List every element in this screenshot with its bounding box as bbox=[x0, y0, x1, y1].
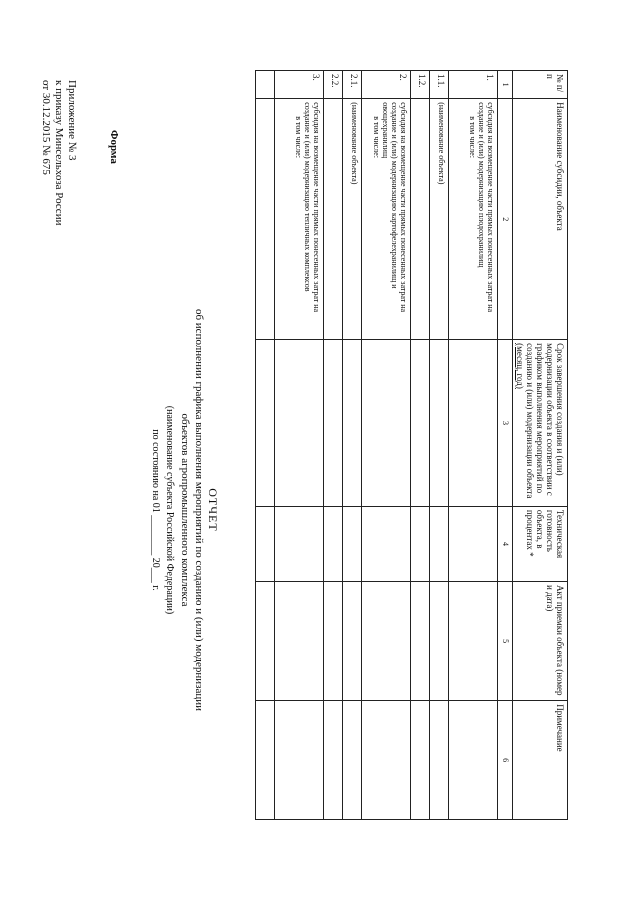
row-name bbox=[324, 99, 343, 340]
index-cell: 2 bbox=[498, 99, 513, 340]
row-name bbox=[256, 99, 275, 340]
header-name: Наименование субсидии, объекта bbox=[513, 99, 568, 340]
row-sub-text: в том числе: bbox=[372, 116, 381, 158]
table-row bbox=[362, 71, 411, 820]
report-subtitle: об исполнении графика выполнения мероприятий по созданию и (или) модернизации объектов агропромышленного комплекса bbox=[179, 308, 205, 712]
table-row bbox=[411, 71, 430, 820]
table-row bbox=[275, 71, 324, 820]
table-row bbox=[256, 71, 275, 820]
row-name-text: субсидия на возмещение части прямых понесенных затрат на создание и (или) модернизацию картофелехранилищ и овощехранилищ bbox=[381, 102, 408, 313]
appendix-line-2: к приказу Минсельхоза России bbox=[53, 80, 65, 226]
report-title: ОТЧЕТ bbox=[206, 488, 220, 532]
header-deadline bbox=[513, 340, 568, 507]
index-cell: 5 bbox=[498, 581, 513, 700]
table-row bbox=[324, 71, 343, 820]
index-cell: 3 bbox=[498, 340, 513, 507]
row-name bbox=[411, 99, 430, 340]
row-name: (наименование объекта) bbox=[430, 99, 449, 340]
row-num: 2.1. bbox=[343, 71, 362, 99]
row-sub-text: в том числе: bbox=[468, 116, 477, 158]
row-num: 1.1. bbox=[430, 71, 449, 99]
row-num: 1.2. bbox=[411, 71, 430, 99]
header-deadline-text: Срок завершения создания и (или) модернизации объекта в соответствии с графиком выполнения мероприятий по созданию и (или) модернизации объекта bbox=[525, 343, 565, 499]
form-label: Форма bbox=[108, 130, 120, 164]
header-readiness: Техническая готовность объекта, в процентах * bbox=[513, 506, 568, 581]
subject-placeholder: (наименование субъекта Российской Федерации) bbox=[164, 405, 175, 615]
row-num: 3. bbox=[275, 71, 324, 99]
index-row bbox=[498, 71, 513, 820]
index-cell: 6 bbox=[498, 701, 513, 820]
row-num bbox=[256, 71, 275, 99]
row-name bbox=[362, 99, 411, 340]
header-act: Акт приемки объекта (номер и дата) bbox=[513, 581, 568, 700]
row-sub-text: в том числе: bbox=[294, 116, 303, 158]
row-name: (наименование объекта) bbox=[343, 99, 362, 340]
row-name bbox=[275, 99, 324, 340]
table-row bbox=[430, 71, 449, 820]
header-num: № п/п bbox=[513, 71, 568, 99]
table-row bbox=[449, 71, 498, 820]
row-num: 1. bbox=[449, 71, 498, 99]
appendix-line-1: Приложение № 3 bbox=[66, 80, 78, 161]
table-row bbox=[343, 71, 362, 820]
header-note: Примечание bbox=[513, 701, 568, 820]
report-table bbox=[255, 70, 568, 820]
row-num: 2. bbox=[362, 71, 411, 99]
row-num: 2.2. bbox=[324, 71, 343, 99]
appendix-block bbox=[39, 80, 78, 330]
table-header-row bbox=[513, 71, 568, 820]
as-of-line: по состоянию на 01 ________ 20___ г. bbox=[150, 429, 161, 591]
index-cell: 1 bbox=[498, 71, 513, 99]
appendix-line-3: от 30.12.2015 № 675 bbox=[40, 80, 52, 175]
index-cell: 4 bbox=[498, 506, 513, 581]
row-name-text: субсидия на возмещение части прямых понесенных затрат на создание и (или) модернизацию плодохранилищ bbox=[477, 102, 495, 313]
row-name-text: субсидия на возмещение части прямых понесенных затрат на создание и (или) модернизацию тепличных комплексов bbox=[303, 102, 321, 313]
row-name bbox=[449, 99, 498, 340]
header-deadline-unit: (месяц, год) bbox=[515, 343, 525, 389]
report-title-block bbox=[148, 300, 220, 720]
